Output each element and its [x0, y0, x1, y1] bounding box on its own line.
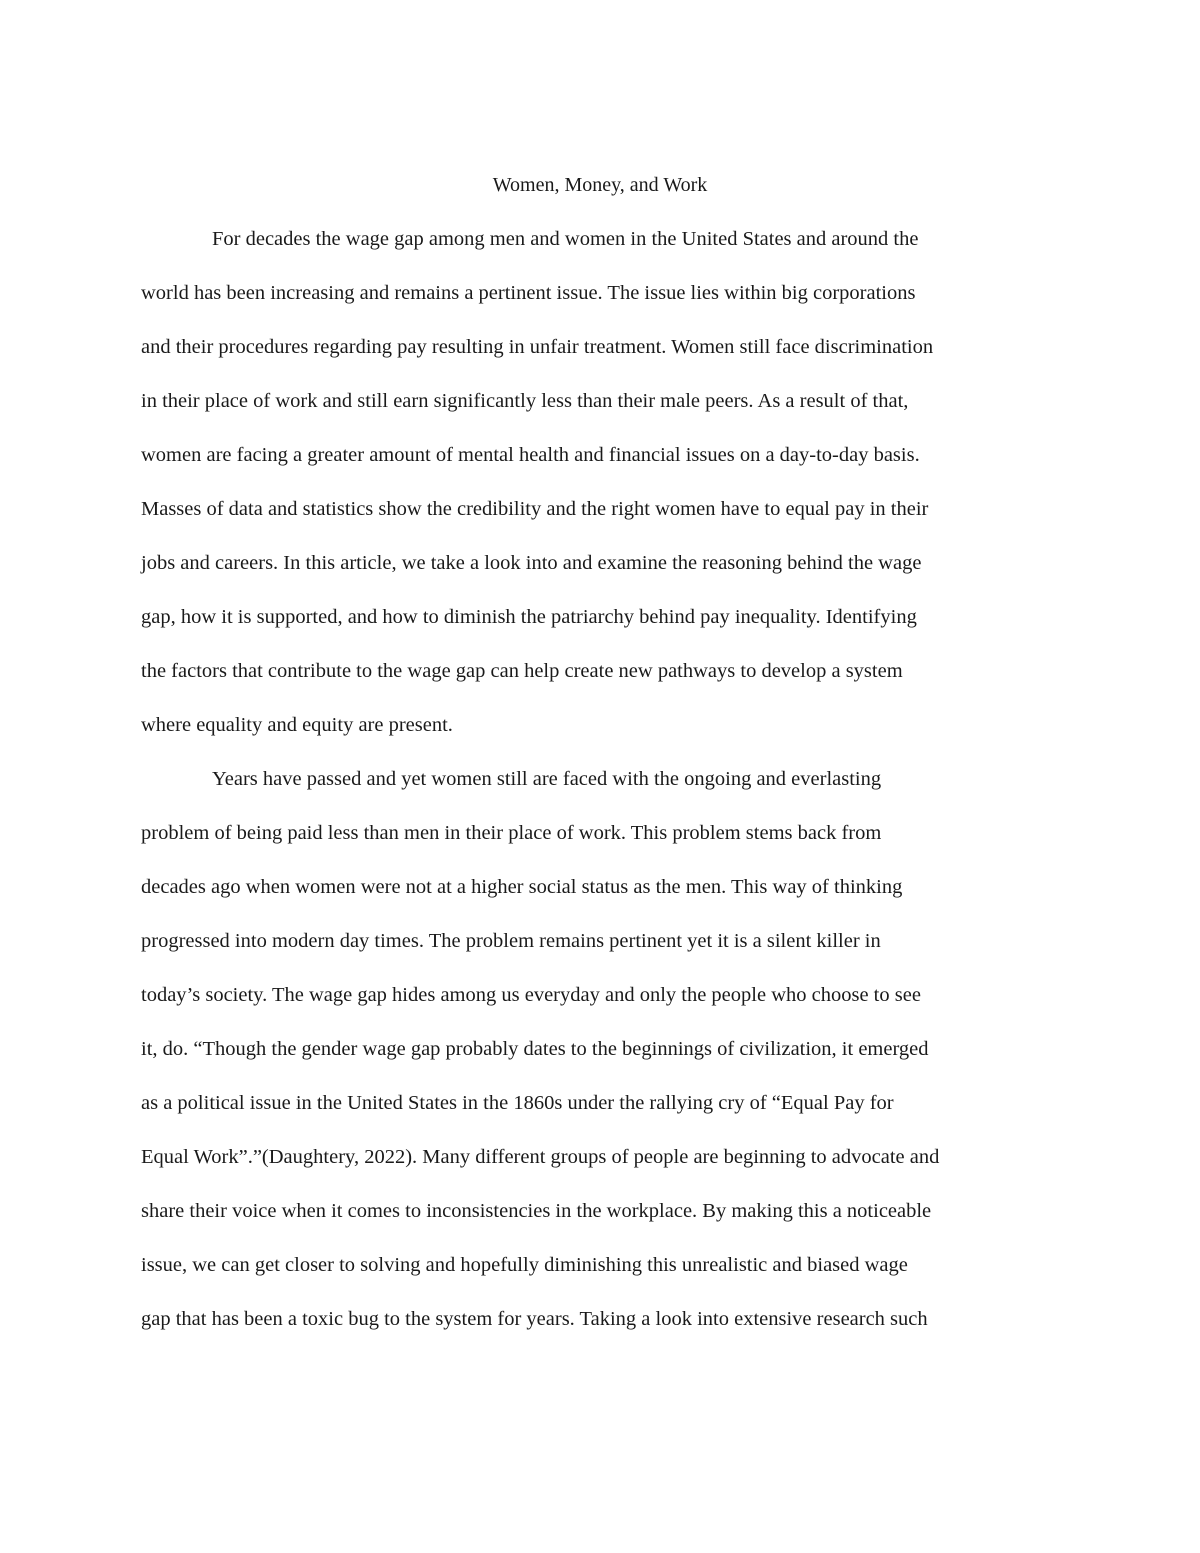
paragraph-line: decades ago when women were not at a higher social status as the men. This way of thinking: [141, 876, 903, 898]
paragraph-line: Masses of data and statistics show the credibility and the right women have to equal pay in their: [141, 498, 929, 520]
paragraph-line: progressed into modern day times. The problem remains pertinent yet it is a silent killer in: [141, 930, 881, 952]
paragraph-line: world has been increasing and remains a pertinent issue. The issue lies within big corporations: [141, 282, 916, 304]
document-body: [141, 212, 1066, 1346]
paragraph-line: gap, how it is supported, and how to diminish the patriarchy behind pay inequality. Identifying: [141, 606, 917, 628]
paragraph-line: today’s society. The wage gap hides among us everyday and only the people who choose to see: [141, 984, 921, 1006]
paragraph-line: gap that has been a toxic bug to the system for years. Taking a look into extensive research such: [141, 1308, 928, 1330]
paragraph-line: Years have passed and yet women still are faced with the ongoing and everlasting: [212, 768, 882, 790]
paragraph-line: For decades the wage gap among men and women in the United States and around the: [212, 228, 919, 250]
paragraph-line: it, do. “Though the gender wage gap probably dates to the beginnings of civilization, it emerged: [141, 1038, 929, 1060]
paragraph-line: women are facing a greater amount of mental health and financial issues on a day-to-day basis.: [141, 444, 920, 466]
paragraph-1: [141, 212, 1066, 752]
paragraph-line: share their voice when it comes to inconsistencies in the workplace. By making this a noticeable: [141, 1200, 932, 1222]
paragraph-line: in their place of work and still earn significantly less than their male peers. As a result of that,: [141, 390, 909, 412]
paragraph-line: the factors that contribute to the wage gap can help create new pathways to develop a system: [141, 660, 903, 682]
document-title: Women, Money, and Work: [492, 174, 708, 196]
paragraph-line: where equality and equity are present.: [141, 714, 453, 736]
paragraph-line: problem of being paid less than men in their place of work. This problem stems back from: [141, 822, 882, 844]
paragraph-line: and their procedures regarding pay resulting in unfair treatment. Women still face discrimination: [141, 336, 934, 358]
paragraph-line: jobs and careers. In this article, we take a look into and examine the reasoning behind the wage: [141, 552, 922, 574]
paragraph-line: as a political issue in the United States in the 1860s under the rallying cry of “Equal Pay for: [141, 1092, 894, 1114]
paragraph-2: [141, 752, 1066, 1346]
paragraph-line: Equal Work”.”(Daughtery, 2022). Many different groups of people are beginning to advocate and: [141, 1146, 940, 1168]
paragraph-line: issue, we can get closer to solving and hopefully diminishing this unrealistic and biased wage: [141, 1254, 908, 1276]
